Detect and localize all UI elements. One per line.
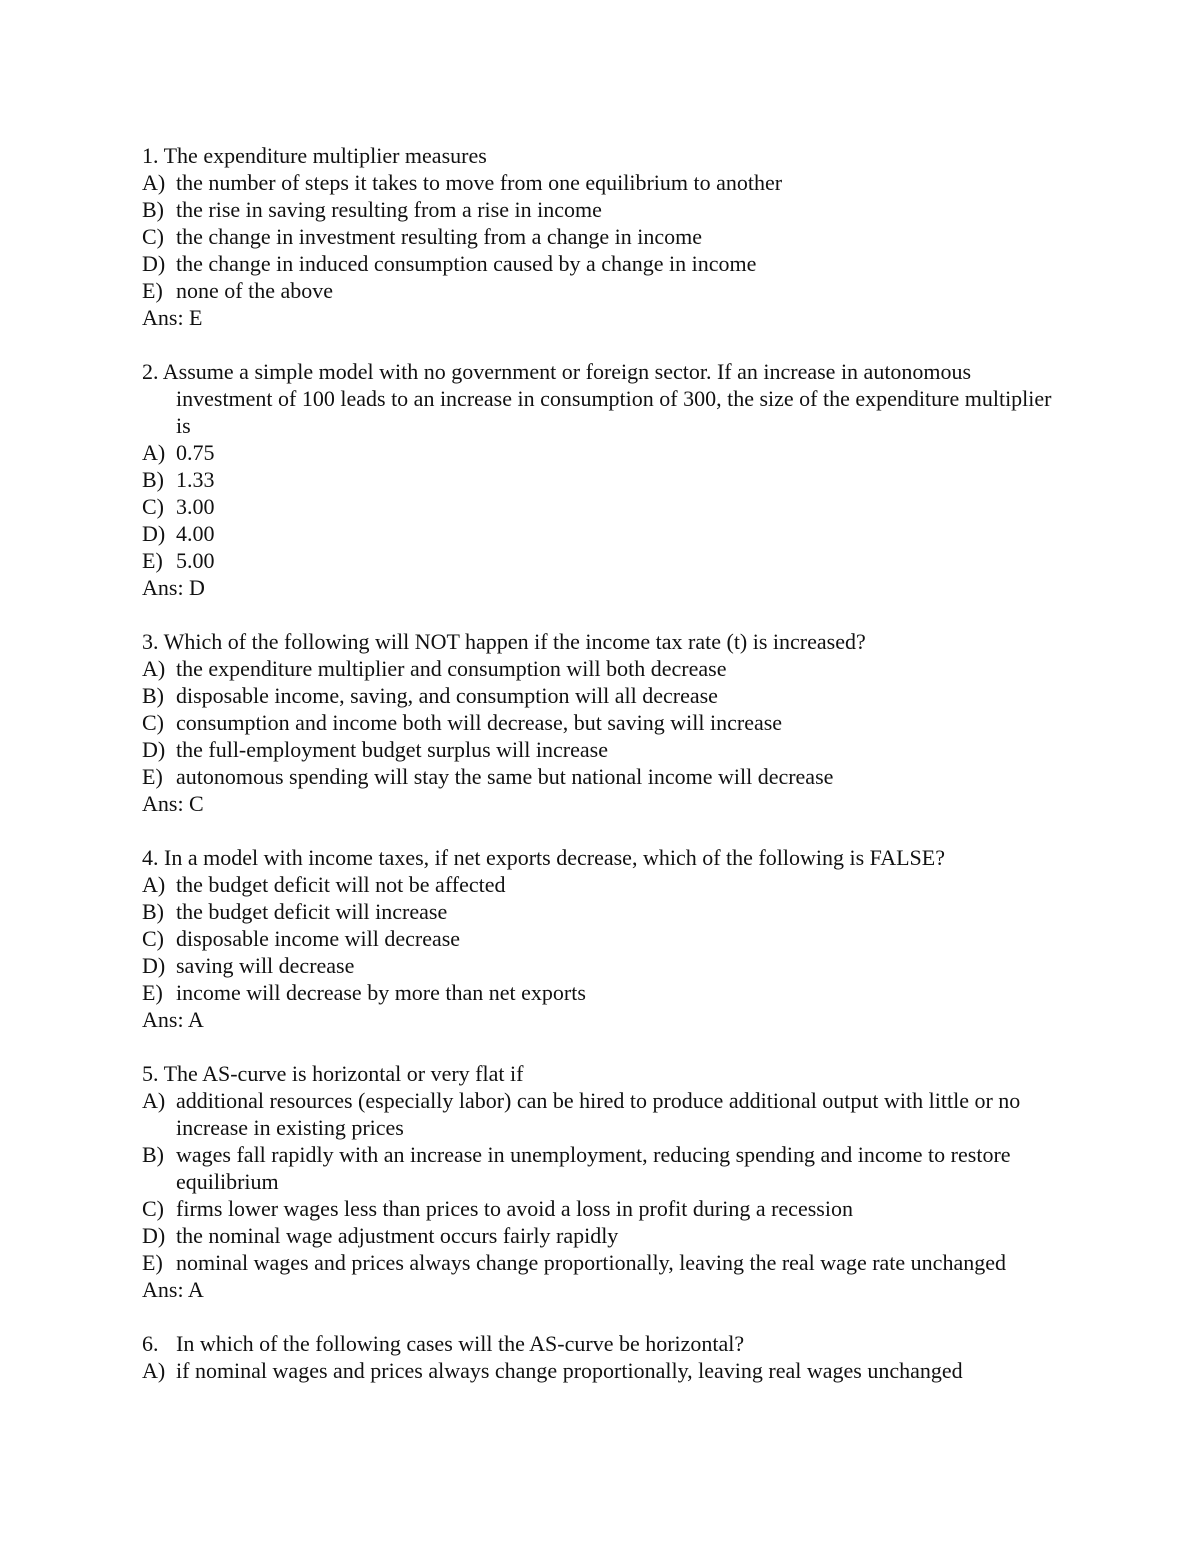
option-label: A)	[142, 170, 166, 195]
answer-key: Ans: D	[142, 575, 205, 600]
option-text: the rise in saving resulting from a rise in income	[176, 197, 602, 222]
option-label: A)	[142, 872, 166, 897]
option-text: wages fall rapidly with an increase in unemployment, reducing spending and income to restore equilibrium	[176, 1142, 1011, 1194]
answer-key: Ans: C	[142, 791, 204, 816]
option-label: A)	[142, 1358, 166, 1383]
option-a	[142, 1357, 1062, 1384]
option-text: disposable income will decrease	[176, 926, 461, 951]
question-2	[142, 358, 1062, 601]
question-stem	[142, 142, 1062, 169]
option-b	[142, 898, 1062, 925]
option-c	[142, 709, 1062, 736]
option-e	[142, 979, 1062, 1006]
question-number: 3.	[142, 629, 159, 654]
option-label: E)	[142, 764, 163, 789]
option-e	[142, 763, 1062, 790]
option-label: D)	[142, 1223, 166, 1248]
question-number: 5.	[142, 1061, 159, 1086]
option-label: D)	[142, 737, 166, 762]
question-stem	[142, 358, 1062, 439]
question-stem	[142, 628, 1062, 655]
option-c	[142, 925, 1062, 952]
option-a	[142, 439, 1062, 466]
option-d	[142, 1222, 1062, 1249]
option-text: the full-employment budget surplus will increase	[176, 737, 608, 762]
option-text: 1.33	[176, 467, 215, 492]
question-text: The expenditure multiplier measures	[163, 143, 487, 168]
answer-key: Ans: A	[142, 1007, 204, 1032]
option-text: 4.00	[176, 521, 215, 546]
question-number: 6.	[142, 1331, 159, 1356]
option-label: B)	[142, 683, 164, 708]
option-text: income will decrease by more than net exports	[176, 980, 586, 1005]
option-c	[142, 223, 1062, 250]
option-label: A)	[142, 440, 166, 465]
option-label: B)	[142, 1142, 164, 1167]
question-number: 2.	[142, 359, 159, 384]
option-d	[142, 250, 1062, 277]
answer-key: Ans: E	[142, 305, 203, 330]
option-label: C)	[142, 1196, 164, 1221]
option-a	[142, 871, 1062, 898]
option-text: autonomous spending will stay the same but national income will decrease	[176, 764, 834, 789]
option-e	[142, 1249, 1062, 1276]
question-6	[142, 1330, 1062, 1384]
option-label: C)	[142, 224, 164, 249]
question-stem	[142, 844, 1062, 871]
option-d	[142, 520, 1062, 547]
option-text: the nominal wage adjustment occurs fairly rapidly	[176, 1223, 619, 1248]
question-3	[142, 628, 1062, 817]
option-c	[142, 493, 1062, 520]
option-label: E)	[142, 980, 163, 1005]
option-d	[142, 952, 1062, 979]
question-text: In which of the following cases will the AS-curve be horizontal?	[176, 1331, 745, 1356]
option-a	[142, 655, 1062, 682]
option-text: consumption and income both will decrease, but saving will increase	[176, 710, 783, 735]
option-text: nominal wages and prices always change proportionally, leaving the real wage rate unchanged	[176, 1250, 1006, 1275]
option-a	[142, 1087, 1062, 1141]
question-text: Which of the following will NOT happen if the income tax rate (t) is increased?	[163, 629, 866, 654]
option-label: E)	[142, 1250, 163, 1275]
option-text: saving will decrease	[176, 953, 355, 978]
option-label: E)	[142, 278, 163, 303]
option-text: if nominal wages and prices always change proportionally, leaving real wages unchanged	[176, 1358, 963, 1383]
option-text: none of the above	[176, 278, 333, 303]
question-list	[142, 142, 1062, 1411]
question-text: In a model with income taxes, if net exports decrease, which of the following is FALSE?	[164, 845, 945, 870]
question-1	[142, 142, 1062, 331]
option-label: B)	[142, 467, 164, 492]
option-label: D)	[142, 251, 166, 276]
question-number: 1.	[142, 143, 159, 168]
option-text: the budget deficit will not be affected	[176, 872, 506, 897]
question-stem	[142, 1330, 1062, 1357]
option-c	[142, 1195, 1062, 1222]
question-stem	[142, 1060, 1062, 1087]
option-label: E)	[142, 548, 163, 573]
option-e	[142, 277, 1062, 304]
option-b	[142, 196, 1062, 223]
option-a	[142, 169, 1062, 196]
option-text: firms lower wages less than prices to avoid a loss in profit during a recession	[176, 1196, 853, 1221]
option-text: the change in investment resulting from a change in income	[176, 224, 703, 249]
question-number: 4.	[142, 845, 159, 870]
option-label: C)	[142, 494, 164, 519]
option-label: D)	[142, 953, 166, 978]
option-text: disposable income, saving, and consumption will all decrease	[176, 683, 718, 708]
option-text: the budget deficit will increase	[176, 899, 448, 924]
option-label: B)	[142, 197, 164, 222]
option-text: additional resources (especially labor) can be hired to produce additional output with little or no increase in existing prices	[176, 1088, 1021, 1140]
question-5	[142, 1060, 1062, 1303]
option-label: C)	[142, 926, 164, 951]
answer-key: Ans: A	[142, 1277, 204, 1302]
option-e	[142, 547, 1062, 574]
option-text: the change in induced consumption caused by a change in income	[176, 251, 757, 276]
option-text: 0.75	[176, 440, 215, 465]
option-label: C)	[142, 710, 164, 735]
option-b	[142, 466, 1062, 493]
option-text: the number of steps it takes to move from one equilibrium to another	[176, 170, 783, 195]
question-text: The AS-curve is horizontal or very flat if	[163, 1061, 524, 1086]
option-b	[142, 682, 1062, 709]
option-b	[142, 1141, 1062, 1195]
option-label: A)	[142, 1088, 166, 1113]
option-text: 3.00	[176, 494, 215, 519]
option-label: B)	[142, 899, 164, 924]
option-d	[142, 736, 1062, 763]
option-label: A)	[142, 656, 166, 681]
question-4	[142, 844, 1062, 1033]
option-text: the expenditure multiplier and consumption will both decrease	[176, 656, 727, 681]
question-text: Assume a simple model with no government or foreign sector. If an increase in autonomous investment of 100 leads to an increase in consumption of 300, the size of the expenditure multiplier is	[162, 359, 1052, 438]
option-label: D)	[142, 521, 166, 546]
option-text: 5.00	[176, 548, 215, 573]
